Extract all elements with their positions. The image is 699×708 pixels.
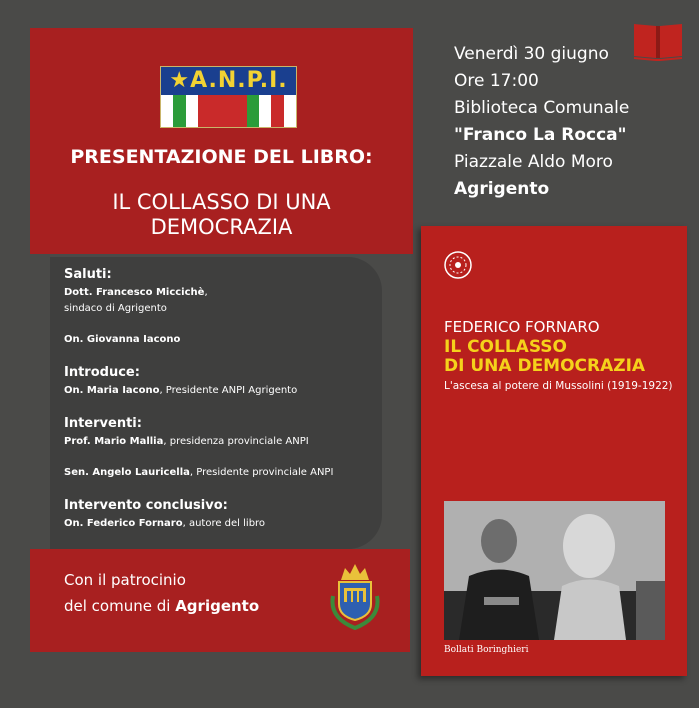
introduce-speaker: [64, 385, 297, 396]
patrocinio-line-2-prefix: del comune di: [64, 597, 176, 615]
book-publisher: Bollati Boringhieri: [444, 645, 529, 655]
saluti-speaker-2: [64, 334, 180, 345]
anpi-logo: [160, 66, 297, 128]
event-library: "Franco La Rocca": [454, 125, 627, 145]
intervento-speaker-2-name: Sen. Angelo Lauricella: [64, 467, 190, 478]
anpi-flag-stripes: [161, 95, 296, 127]
book-icon: [632, 20, 684, 62]
event-address: Piazzale Aldo Moro: [454, 152, 613, 172]
saluti-speaker-2-name: On. Giovanna Iacono: [64, 334, 181, 345]
intervento-speaker-2: [64, 467, 333, 478]
intervento-speaker-1-name: Prof. Mario Mallia: [64, 436, 164, 447]
introduce-speaker-name: On. Maria Iacono: [64, 385, 160, 396]
intervento-speaker-2-role: , Presidente provinciale ANPI: [189, 467, 334, 478]
saluti-speaker-1-comma: ,: [204, 287, 208, 298]
conclusivo-speaker-role: , autore del libro: [182, 518, 266, 529]
book-cover-title-2: DI UNA DEMOCRAZIA: [444, 356, 646, 376]
saluti-speaker-1-role: sindaco di Agrigento: [64, 303, 167, 314]
conclusivo-speaker: [64, 518, 265, 529]
book-cover-photo: [444, 501, 665, 640]
event-time: Ore 17:00: [454, 71, 539, 91]
book-title-line-1: IL COLLASSO DI UNA: [112, 190, 331, 214]
event-place: Biblioteca Comunale: [454, 98, 630, 118]
patrocinio-line-1: Con il patrocinio: [64, 571, 186, 589]
saluti-heading: Saluti:: [64, 267, 112, 282]
crest-icon: [325, 558, 385, 632]
book-title-line-2: DEMOCRAZIA: [150, 215, 293, 239]
interventi-heading: Interventi:: [64, 416, 142, 431]
patrocinio-city: Agrigento: [175, 597, 260, 615]
book-cover-title-1: IL COLLASSO: [444, 337, 568, 357]
book-subtitle: L'ascesa al potere di Mussolini (1919-1922): [444, 380, 673, 392]
intervento-speaker-1: [64, 436, 309, 447]
saluti-speaker-1: [64, 287, 208, 298]
historical-photo-image: [444, 501, 665, 640]
anpi-logo-text: ★A.N.P.I.: [161, 67, 296, 95]
intervento-speaker-1-role: , presidenza provinciale ANPI: [163, 436, 309, 447]
introduce-speaker-role: , Presidente ANPI Agrigento: [159, 385, 298, 396]
patrocinio-line-2: [64, 597, 259, 615]
presentation-title: PRESENTAZIONE DEL LIBRO:: [70, 146, 373, 168]
book-author: FEDERICO FORNARO: [444, 318, 600, 336]
conclusivo-heading: Intervento conclusivo:: [64, 498, 228, 513]
event-city: Agrigento: [454, 179, 550, 199]
publisher-emblem-icon: [443, 250, 473, 280]
saluti-speaker-1-name: Dott. Francesco Miccichè: [64, 287, 205, 298]
introduce-heading: Introduce:: [64, 365, 140, 380]
book-title-heading: [30, 190, 413, 240]
event-date: Venerdì 30 giugno: [454, 44, 609, 64]
conclusivo-speaker-name: On. Federico Fornaro: [64, 518, 183, 529]
